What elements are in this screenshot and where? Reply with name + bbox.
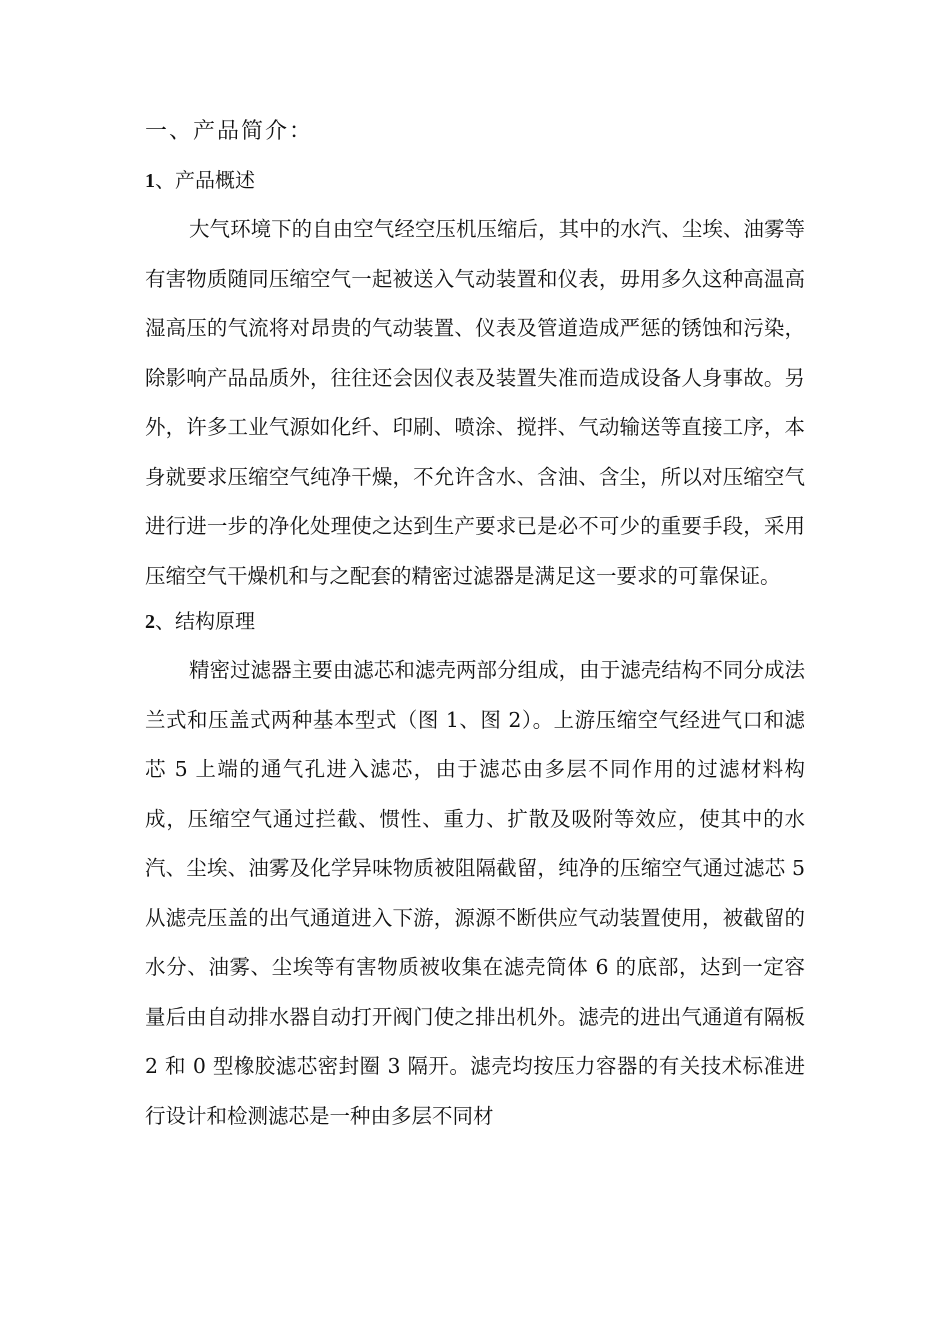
section-heading-structure <box>145 601 805 642</box>
section-number: 1 <box>145 170 155 192</box>
document-title: 一、产品简介： <box>145 119 314 144</box>
section-body-overview: 大气环境下的自由空气经空压机压缩后，其中的水汽、尘埃、油雾等有害物质随同压缩空气一起被送入气动装置和仪表，毋用多久这种高温高湿高压的气流将对昂贵的气动装置、仪表及管道造成严惩的锈蚀和污染，除影响产品品质外，往往还会因仪表及装置失准而造成设备人身事故。另外，许多工业气源如化纤、印刷、喷涂、搅拌、气动输送等直接工序，本身就要求压缩空气纯净干燥，不允许含水、含油、含尘，所以对压缩空气进行进一步的净化处理使之达到生产要求已是必不可少的重要手段，采用压缩空气干燥机和与之配套的精密过滤器是满足这一要求的可靠保证。 <box>145 217 805 588</box>
section-label: 、产品概述 <box>155 168 255 192</box>
section-label: 、结构原理 <box>155 609 255 633</box>
document-page <box>145 112 805 1141</box>
section-heading-overview <box>145 160 805 201</box>
section-body-structure: 精密过滤器主要由滤芯和滤壳两部分组成，由于滤壳结构不同分成法兰式和压盖式两种基本型式（图 1、图 2）。上游压缩空气经进气口和滤芯 5 上端的通气孔进入滤芯，由于滤芯由多层不同作用的过滤材料构成，压缩空气通过拦截、惯性、重力、扩散及吸附等效应，使其中的水汽、尘埃、油雾及化学异味物质被阻隔截留，纯净的压缩空气通过滤芯 5 从滤壳压盖的出气通道进入下游，源源不断供应气动装置使用，被截留的水分、油雾、尘埃等有害物质被收集在滤壳筒体 6 的底部，达到一定容量后由自动排水器自动打开阀门使之排出机外。滤壳的进出气通道有隔板 2 和 0 型橡胶滤芯密封圈 3 隔开。滤壳均按压力容器的有关技术标准进行设计和检测滤芯是一种由多层不同材 <box>145 658 805 1128</box>
section-number: 2 <box>145 611 155 633</box>
